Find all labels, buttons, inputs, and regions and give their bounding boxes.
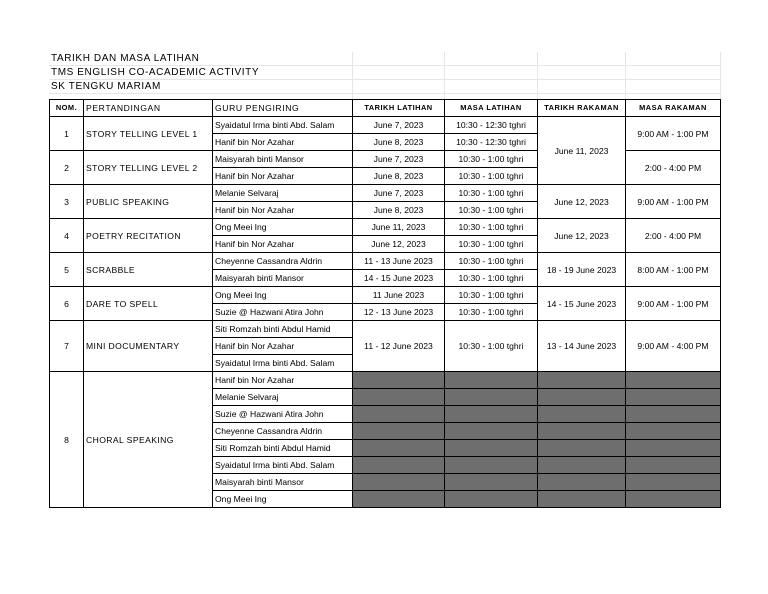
cell-no: 8 [50,372,84,508]
cell-practice-date: June 7, 2023 [353,185,445,202]
cell-practice-date: June 8, 2023 [353,134,445,151]
cell-teacher: Suzie @ Hazwani Atira John [213,304,353,321]
cell-no: 2 [50,151,84,185]
cell-teacher: Siti Romzah binti Abdul Hamid [213,440,353,457]
cell-record-time: 9:00 AM - 1:00 PM [626,117,721,151]
shaded-cell [626,372,721,389]
cell-practice-time: 10:30 - 1:00 tghri [445,185,538,202]
cell-record-date: 14 - 15 June 2023 [538,287,626,321]
shaded-cell [353,491,445,508]
col-header-masa-rakaman: MASA RAKAMAN [626,100,721,117]
shaded-cell [538,423,626,440]
cell-teacher: Syaidatul Irma binti Abd. Salam [213,117,353,134]
col-header-guru: GURU PENGIRING [213,100,353,117]
cell-teacher: Siti Romzah binti Abdul Hamid [213,321,353,338]
cell-practice-time: 10:30 - 12:30 tghri [445,134,538,151]
cell-teacher: Ong Meei Ing [213,219,353,236]
cell-record-date: June 12, 2023 [538,219,626,253]
cell-practice-date: 11 - 12 June 2023 [353,321,445,372]
shaded-cell [445,474,538,491]
cell-record-time: 2:00 - 4:00 PM [626,219,721,253]
shaded-cell [626,440,721,457]
col-header-tarikh-rakaman: TARIKH RAKAMAN [538,100,626,117]
cell-record-date: 13 - 14 June 2023 [538,321,626,372]
cell-practice-date: June 7, 2023 [353,151,445,168]
cell-teacher: Hanif bin Nor Azahar [213,372,353,389]
shaded-cell [445,423,538,440]
cell-teacher: Syaidatul Irma binti Abd. Salam [213,355,353,372]
shaded-cell [445,457,538,474]
cell-teacher: Hanif bin Nor Azahar [213,202,353,219]
shaded-cell [626,389,721,406]
cell-teacher: Hanif bin Nor Azahar [213,236,353,253]
cell-competition: PUBLIC SPEAKING [84,185,213,219]
shaded-cell [538,457,626,474]
cell-record-date: June 11, 2023 [538,117,626,185]
title-block [49,52,721,99]
table-row [50,253,721,270]
shaded-cell [353,474,445,491]
cell-practice-date: June 7, 2023 [353,117,445,134]
cell-record-time: 9:00 AM - 1:00 PM [626,185,721,219]
cell-no: 6 [50,287,84,321]
cell-record-time: 2:00 - 4:00 PM [626,151,721,185]
cell-competition: SCRABBLE [84,253,213,287]
cell-competition: CHORAL SPEAKING [84,372,213,508]
table-row [50,372,721,389]
spreadsheet [49,52,721,508]
cell-record-time: 9:00 AM - 1:00 PM [626,287,721,321]
cell-practice-time: 10:30 - 1:00 tghri [445,219,538,236]
cell-no: 3 [50,185,84,219]
cell-no: 5 [50,253,84,287]
cell-competition: MINI DOCUMENTARY [84,321,213,372]
shaded-cell [538,372,626,389]
cell-practice-date: June 11, 2023 [353,219,445,236]
shaded-cell [353,406,445,423]
cell-practice-date: 12 - 13 June 2023 [353,304,445,321]
cell-teacher: Maisyarah binti Mansor [213,474,353,491]
cell-teacher: Maisyarah binti Mansor [213,270,353,287]
cell-teacher: Suzie @ Hazwani Atira John [213,406,353,423]
shaded-cell [626,474,721,491]
shaded-cell [626,457,721,474]
cell-teacher: Ong Meei Ing [213,287,353,304]
shaded-cell [626,406,721,423]
cell-practice-time: 10:30 - 1:00 tghri [445,287,538,304]
title-line-1: TARIKH DAN MASA LATIHAN [49,52,352,66]
cell-practice-time: 10:30 - 1:00 tghri [445,202,538,219]
cell-teacher: Maisyarah binti Mansor [213,151,353,168]
cell-practice-time: 10:30 - 1:00 tghri [445,270,538,287]
cell-practice-time: 10:30 - 1:00 tghri [445,168,538,185]
col-header-pertandingan: PERTANDINGAN [84,100,213,117]
shaded-cell [445,372,538,389]
table-row [50,219,721,236]
cell-teacher: Ong Meei Ing [213,491,353,508]
cell-practice-date: June 12, 2023 [353,236,445,253]
cell-teacher: Hanif bin Nor Azahar [213,134,353,151]
cell-practice-date: 11 June 2023 [353,287,445,304]
cell-teacher: Cheyenne Cassandra Aldrin [213,423,353,440]
shaded-cell [626,423,721,440]
cell-practice-time: 10:30 - 12:30 tghri [445,117,538,134]
shaded-cell [538,474,626,491]
cell-practice-date: June 8, 2023 [353,202,445,219]
table-row [50,287,721,304]
title-line-3: SK TENGKU MARIAM [49,80,352,94]
shaded-cell [353,372,445,389]
cell-teacher: Syaidatul Irma binti Abd. Salam [213,457,353,474]
cell-teacher: Hanif bin Nor Azahar [213,338,353,355]
cell-practice-date: 14 - 15 June 2023 [353,270,445,287]
shaded-cell [353,423,445,440]
cell-practice-time: 10:30 - 1:00 tghri [445,304,538,321]
shaded-cell [445,440,538,457]
shaded-cell [538,389,626,406]
shaded-cell [353,389,445,406]
table-row [50,321,721,338]
cell-teacher: Melanie Selvaraj [213,185,353,202]
col-header-tarikh-latihan: TARIKH LATIHAN [353,100,445,117]
cell-record-time: 9:00 AM - 4:00 PM [626,321,721,372]
shaded-cell [353,440,445,457]
cell-practice-time: 10:30 - 1:00 tghri [445,151,538,168]
shaded-cell [538,406,626,423]
cell-teacher: Melanie Selvaraj [213,389,353,406]
shaded-cell [353,457,445,474]
col-header-nom: NOM. [50,100,84,117]
schedule-table [49,99,721,508]
column-header-row [50,100,721,117]
cell-competition: DARE TO SPELL [84,287,213,321]
cell-practice-time: 10:30 - 1:00 tghri [445,236,538,253]
shaded-cell [538,440,626,457]
cell-teacher: Cheyenne Cassandra Aldrin [213,253,353,270]
shaded-cell [445,491,538,508]
cell-practice-time: 10:30 - 1:00 tghri [445,321,538,372]
title-line-2: TMS ENGLISH CO-ACADEMIC ACTIVITY [49,66,352,80]
cell-competition: STORY TELLING LEVEL 2 [84,151,213,185]
table-row [50,185,721,202]
cell-record-date: 18 - 19 June 2023 [538,253,626,287]
cell-teacher: Hanif bin Nor Azahar [213,168,353,185]
table-row [50,117,721,134]
shaded-cell [445,389,538,406]
cell-practice-date: June 8, 2023 [353,168,445,185]
shaded-cell [538,491,626,508]
cell-competition: POETRY RECITATION [84,219,213,253]
cell-record-time: 8:00 AM - 1:00 PM [626,253,721,287]
cell-no: 7 [50,321,84,372]
cell-competition: STORY TELLING LEVEL 1 [84,117,213,151]
cell-practice-time: 10:30 - 1:00 tghri [445,253,538,270]
cell-no: 1 [50,117,84,151]
cell-practice-date: 11 - 13 June 2023 [353,253,445,270]
shaded-cell [445,406,538,423]
cell-no: 4 [50,219,84,253]
col-header-masa-latihan: MASA LATIHAN [445,100,538,117]
shaded-cell [626,491,721,508]
cell-record-date: June 12, 2023 [538,185,626,219]
